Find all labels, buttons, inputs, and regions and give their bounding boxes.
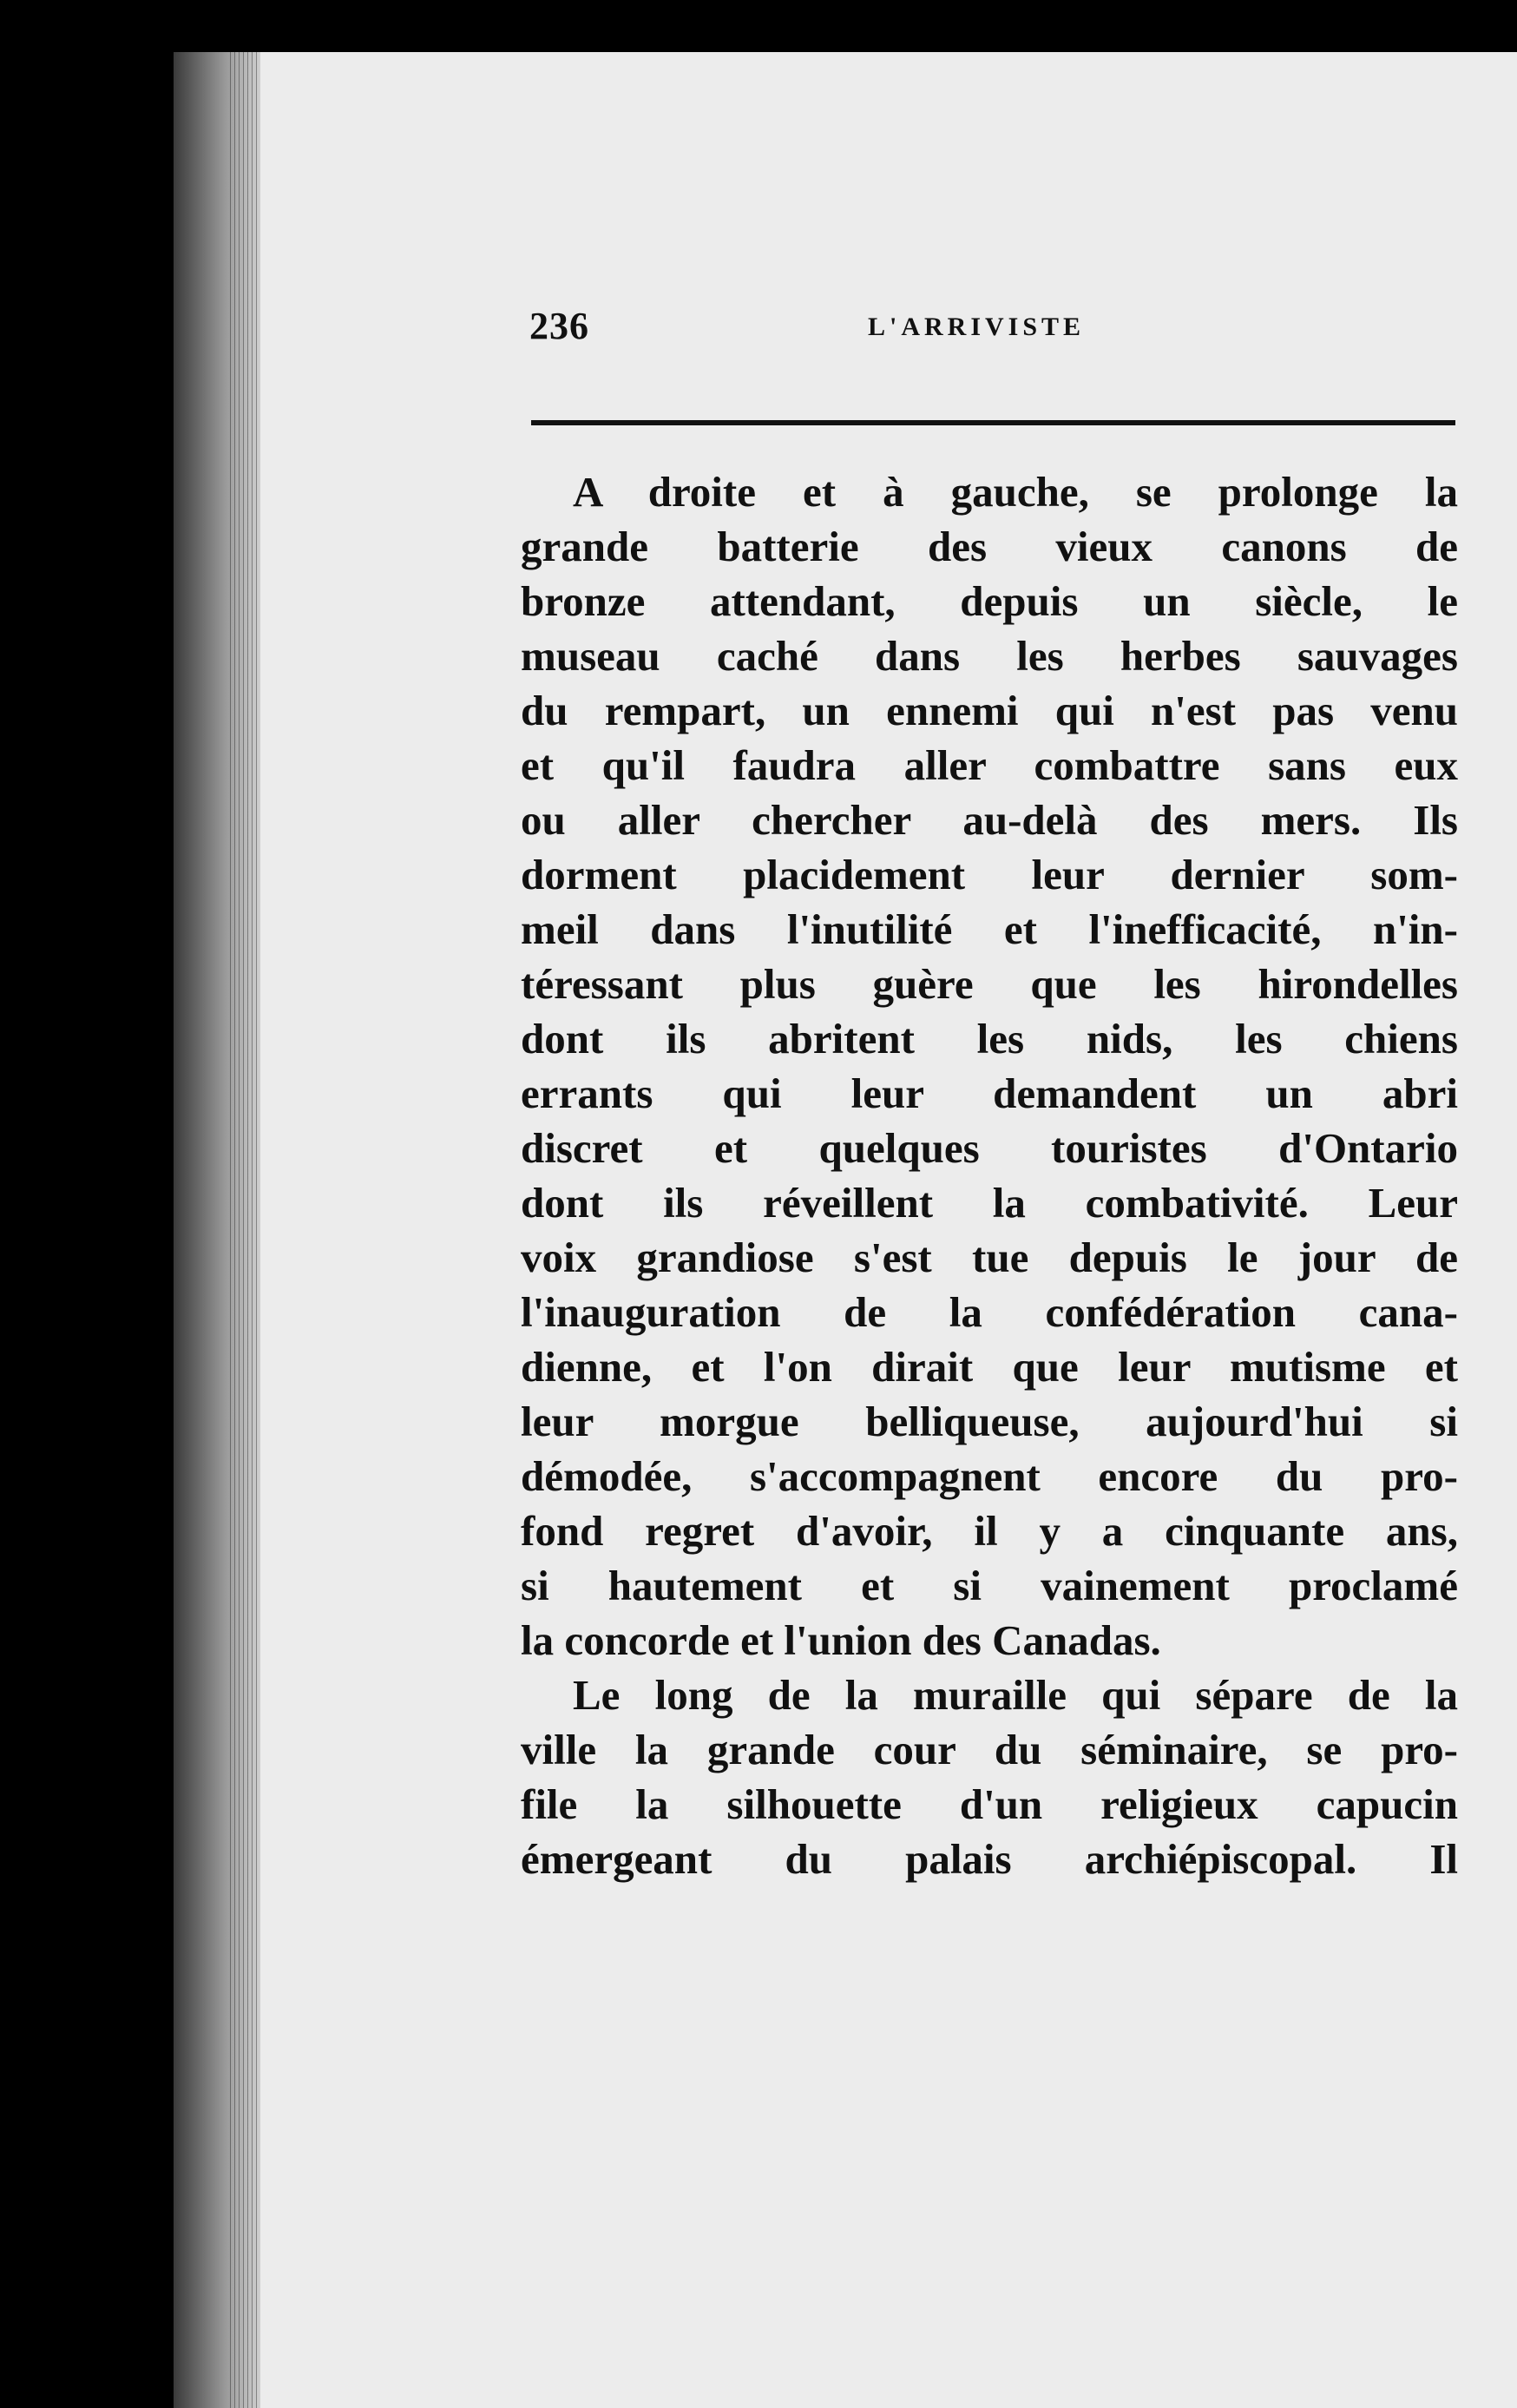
page-header bbox=[529, 304, 1456, 356]
header-rule bbox=[531, 420, 1455, 425]
text-line: leur morgue belliqueuse, aujourd'hui si bbox=[521, 1398, 1458, 1445]
text-line: dont ils réveillent la combativité. Leur bbox=[521, 1179, 1458, 1227]
text-line: du rempart, un ennemi qui n'est pas venu bbox=[521, 687, 1458, 734]
text-line: file la silhouette d'un religieux capucin bbox=[521, 1780, 1458, 1828]
text-line: dont ils abritent les nids, les chiens bbox=[521, 1015, 1458, 1063]
text-line: voix grandiose s'est tue depuis le jour de bbox=[521, 1234, 1458, 1281]
text-line: ou aller chercher au-delà des mers. Ils bbox=[521, 796, 1458, 844]
text-line: errants qui leur demandent un abri bbox=[521, 1069, 1458, 1117]
text-line: l'inauguration de la confédération cana- bbox=[521, 1288, 1458, 1336]
text-line: bronze attendant, depuis un siècle, le bbox=[521, 577, 1458, 625]
text-line: meil dans l'inutilité et l'inefficacité, n'in- bbox=[521, 905, 1458, 953]
page-stack-lines bbox=[230, 52, 265, 2408]
body-text bbox=[521, 464, 1458, 1886]
text-line: dienne, et l'on dirait que leur mutisme et bbox=[521, 1343, 1458, 1391]
text-line: et qu'il faudra aller combattre sans eux bbox=[521, 741, 1458, 789]
running-title: L'ARRIVISTE bbox=[868, 313, 1086, 341]
text-line: si hautement et si vainement proclamé bbox=[521, 1562, 1458, 1609]
text-line: ville la grande cour du séminaire, se pro- bbox=[521, 1726, 1458, 1773]
text-line: fond regret d'avoir, il y a cinquante ans, bbox=[521, 1507, 1458, 1555]
text-line: discret et quelques touristes d'Ontario bbox=[521, 1124, 1458, 1172]
text-line: museau caché dans les herbes sauvages bbox=[521, 632, 1458, 680]
text-line: téressant plus guère que les hirondelles bbox=[521, 960, 1458, 1008]
text-line: Le long de la muraille qui sépare de la bbox=[573, 1671, 1458, 1719]
page-number: 236 bbox=[529, 305, 589, 347]
text-line: la concorde et l'union des Canadas. bbox=[521, 1616, 1161, 1664]
text-line: grande batterie des vieux canons de bbox=[521, 523, 1458, 570]
text-line: A droite et à gauche, se prolonge la bbox=[573, 468, 1458, 516]
text-line: émergeant du palais archiépiscopal. Il bbox=[521, 1835, 1458, 1883]
text-line: dorment placidement leur dernier som- bbox=[521, 851, 1458, 898]
text-line: démodée, s'accompagnent encore du pro- bbox=[521, 1452, 1458, 1500]
